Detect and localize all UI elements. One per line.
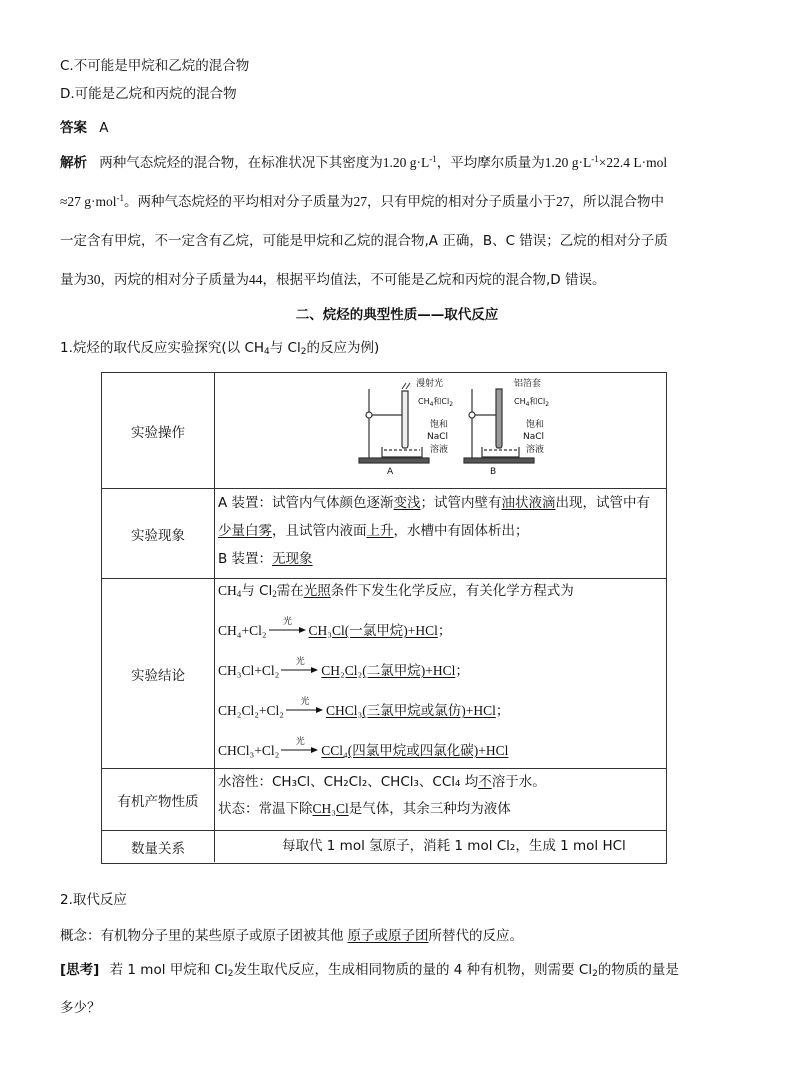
- reaction-arrow: 光: [281, 664, 319, 676]
- figure-label-foil: 铝箔套: [514, 379, 542, 389]
- analysis-line-3: 一定含有甲烷，不一定含有乙烷，可能是甲烷和乙烷的混合物,A 正确，B、C 错误；乙烷的相对分子质: [60, 233, 668, 249]
- analysis-text: 量为: [60, 272, 87, 288]
- heading-text: 1.烷烃的取代反应实验探究(以 CH: [60, 340, 265, 356]
- table-row-conclusion: [102, 578, 666, 769]
- equation-2: CH₃Cl+Cl₂ 光 CH₂Cl₂(二氯甲烷)+HCl；: [218, 657, 469, 679]
- equation-4: CHCl₃+Cl₂ 光 CCl₄(四氯甲烷或四氯化碳)+HCl: [218, 737, 509, 758]
- think-line: [思考] 若 1 mol 甲烷和 $Cl_2$发生取代反应，生成相同物质的量的 4 种有机物，则需要 $Cl_2$的物质的量是: [60, 962, 679, 979]
- analysis-text: 。两种气态烷烃的平均相对分子质量为: [124, 194, 354, 210]
- figure-label-a: A: [387, 467, 394, 477]
- analysis-line-2: [60, 192, 664, 212]
- table-row-quantity: [102, 830, 666, 862]
- figure-label-gas: $CH_4$和$Cl_2$: [514, 397, 550, 408]
- subscript: 4: [264, 347, 270, 357]
- table-row-operation: [102, 373, 666, 488]
- equation-1: CH₄+Cl₂ 光 CH₃Cl(一氯甲烷)+HCl；: [218, 617, 452, 639]
- phenomena-line: 少量白雾，且试管内液面上升，水槽中有固体析出；: [218, 523, 529, 539]
- figure-label-gas: $CH_4$和$Cl_2$: [418, 397, 454, 408]
- phenomena-cell: [218, 489, 662, 579]
- calc-result: ≈27 g·mol: [60, 194, 117, 209]
- analysis-text: 两种气态烷烃的混合物，在标准状况下其密度为: [99, 155, 383, 171]
- heading-text: 与 Cl: [269, 340, 301, 356]
- heading-text: 的反应为例): [306, 340, 380, 356]
- figure-label-b: B: [490, 467, 497, 477]
- analysis-text: ，丙烷的相对分子质量为: [100, 272, 249, 288]
- option-d: D.可能是乙烷和丙烷的混合物: [60, 86, 237, 102]
- exponent: -1: [429, 154, 437, 164]
- analysis-line-4: [60, 270, 605, 290]
- value: 27: [353, 194, 368, 209]
- figure-label-light: 漫射光: [416, 379, 444, 389]
- value: 30: [87, 272, 101, 287]
- solubility-line: 水溶性：CH₃Cl、CH₂Cl₂、CHCl₃、CCl₄ 均不溶于水。: [218, 774, 546, 790]
- experiment-table: [101, 372, 667, 864]
- conclusion-cell: [218, 579, 662, 769]
- analysis-text: ，根据平均值法，不可能是乙烷和丙烷的混合物,D 错误。: [262, 272, 606, 288]
- conclusion-intro: $CH_4$与 $Cl_2$需在光照条件下发生化学反应，有关化学方程式为: [218, 583, 574, 599]
- exponent: -1: [591, 154, 599, 164]
- answer-value: A: [99, 120, 109, 136]
- state-line: 状态：常温下除CH₃Cl是气体，其余三种均为液体: [218, 801, 511, 817]
- analysis-text: ，只有甲烷的相对分子质量小于: [367, 194, 557, 210]
- density-value: 1.20 g·L: [382, 155, 430, 170]
- analysis-text: ，平均摩尔质量为: [436, 155, 545, 171]
- experiment-heading: [60, 338, 379, 358]
- row-label: 有机产物性质: [102, 769, 215, 831]
- answer-label: 答案: [60, 120, 87, 136]
- properties-cell: [218, 769, 662, 831]
- answer-line: [60, 118, 109, 138]
- figure-label-nacl: NaCl: [523, 432, 545, 442]
- row-label: 实验操作: [102, 373, 215, 488]
- think-line-2: 多少？: [60, 1000, 101, 1016]
- phenomena-line: B 装置：无现象: [218, 551, 313, 567]
- equation-3: CH₂Cl₂+Cl₂ 光 CHCl₃(三氯甲烷或氯仿)+HCl；: [218, 697, 510, 719]
- figure-label-saturated: 饱和: [430, 420, 449, 430]
- row-label: 实验现象: [102, 489, 215, 579]
- table-row-properties: [102, 768, 666, 831]
- figure-label-nacl: NaCl: [427, 432, 449, 442]
- think-tag: [思考]: [60, 962, 100, 978]
- reaction-arrow: 光: [269, 624, 307, 636]
- figure-label-solution: 溶液: [526, 445, 545, 455]
- quantity-cell: [218, 831, 662, 862]
- analysis-line-1: [60, 153, 667, 173]
- calc-value: ×22.4 L·mol: [598, 155, 668, 170]
- option-c: C.不可能是甲烷和乙烷的混合物: [60, 58, 250, 74]
- value: 27: [556, 194, 570, 209]
- subscript: 2: [300, 347, 307, 357]
- quantity-text: 每取代 1 mol 氢原子，消耗 1 mol Cl₂，生成 1 mol HCl: [282, 838, 626, 854]
- substitution-heading: 2.取代反应: [60, 892, 127, 908]
- section-title: 二、烷烃的典型性质——取代反应: [295, 307, 499, 323]
- value: 44: [249, 272, 263, 287]
- phenomena-line: A 装置：试管内气体颜色逐渐变浅；试管内壁有油状液滴出现，试管中有: [218, 495, 651, 511]
- concept-line: 概念：有机物分子里的某些原子或原子团被其他 原子或原子团所替代的反应。: [60, 928, 523, 944]
- exponent: -1: [116, 193, 125, 203]
- reaction-arrow: 光: [286, 704, 324, 716]
- table-row-phenomena: [102, 488, 666, 579]
- apparatus-figure: [354, 375, 654, 487]
- figure-label-solution: 溶液: [430, 445, 449, 455]
- reaction-arrow: 光: [281, 744, 319, 756]
- figure-label-saturated: 饱和: [526, 420, 545, 430]
- apparatus-figure-cell: [218, 373, 662, 488]
- apparatus-a: [359, 383, 429, 463]
- analysis-text: ，所以混合物中: [569, 194, 665, 210]
- row-label: 数量关系: [102, 831, 215, 862]
- analysis-label: 解析: [60, 155, 87, 171]
- calc-value: 1.20 g·L: [544, 155, 592, 170]
- row-label: 实验结论: [102, 579, 215, 769]
